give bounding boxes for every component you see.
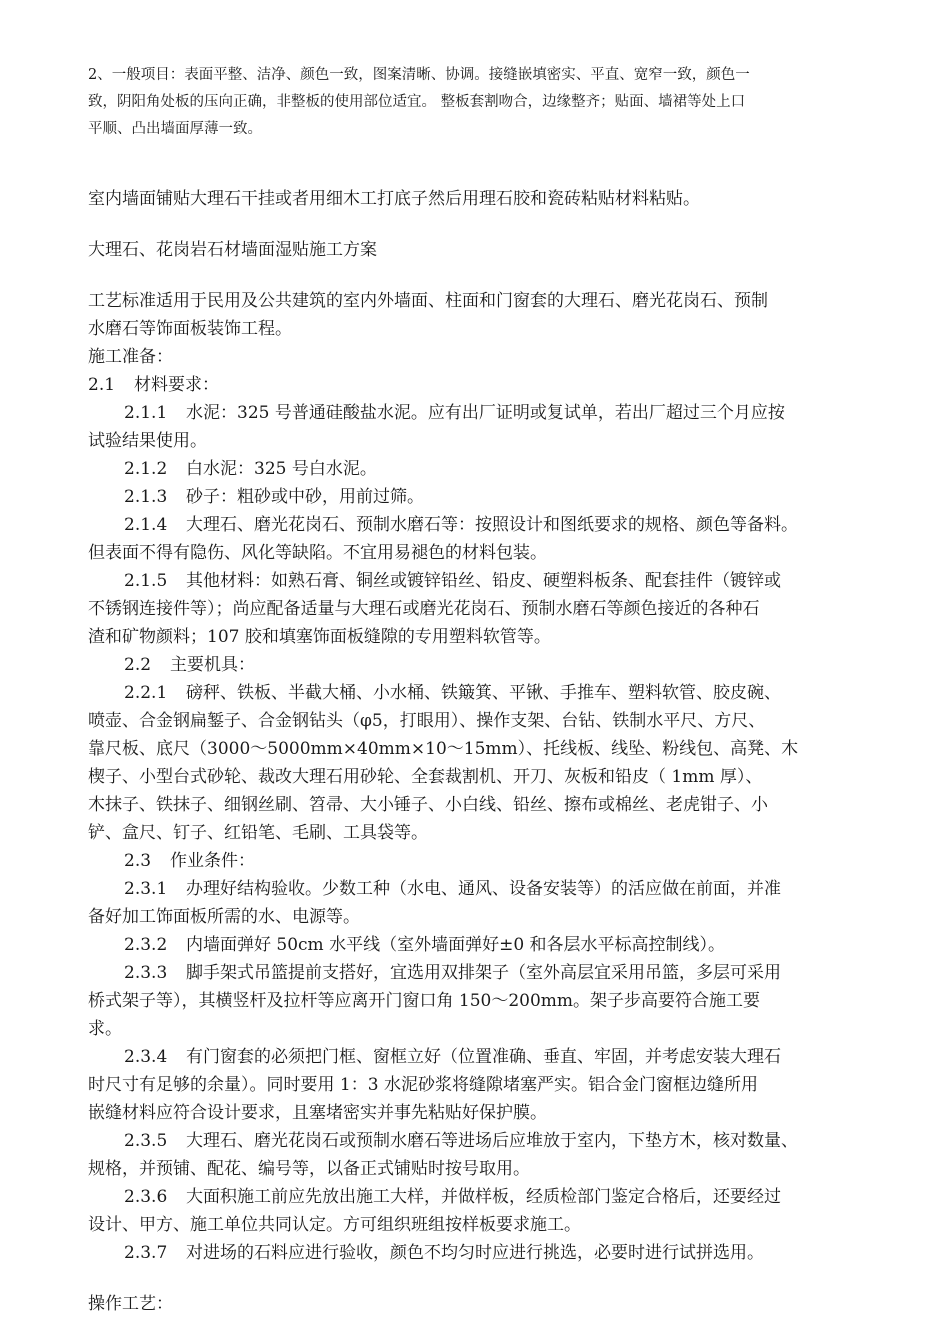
section-label: 主要机具： bbox=[170, 655, 255, 675]
item-number: 2.3.1 bbox=[124, 879, 168, 899]
section-2-3 bbox=[124, 847, 255, 875]
section-label: 材料要求： bbox=[134, 375, 219, 395]
text-line: 有门窗套的必须把门框、窗框立好（位置准确、垂直、牢固，并考虑安装大理石 bbox=[186, 1047, 781, 1067]
text-line: 试验结果使用。 bbox=[88, 431, 207, 451]
item-number: 2.3.7 bbox=[124, 1243, 168, 1263]
prep-heading: 施工准备： bbox=[88, 347, 173, 367]
item-number: 2.1.1 bbox=[124, 403, 168, 423]
item-number: 2.1.5 bbox=[124, 571, 168, 591]
text-line: 喷壶、合金钢扁錾子、合金钢钻头（φ5，打眼用）、操作支架、台钻、铁制水平尺、方尺、 bbox=[88, 711, 766, 731]
item-number: 2.3.4 bbox=[124, 1047, 168, 1067]
text-line: 大面积施工前应先放出施工大样，并做样板，经质检部门鉴定合格后，还要经过 bbox=[186, 1187, 781, 1207]
item-2-1-5 bbox=[88, 567, 858, 651]
item-2-3-1 bbox=[88, 875, 858, 931]
text-line: 嵌缝材料应符合设计要求，且塞堵密实并事先粘贴好保护膜。 bbox=[88, 1103, 547, 1123]
text-line: 工艺标准适用于民用及公共建筑的室内外墙面、柱面和门窗套的大理石、磨光花岗石、预制 bbox=[88, 291, 768, 311]
scope-paragraph bbox=[88, 287, 858, 343]
item-2-1-1 bbox=[88, 399, 858, 455]
text-line: 木抹子、铁抹子、细钢丝刷、笤帚、大小锤子、小白线、铅丝、擦布或棉丝、老虎钳子、小 bbox=[88, 795, 768, 815]
intro-paragraph: 室内墙面铺贴大理石干挂或者用细木工打底子然后用理石胶和瓷砖粘贴材料粘贴。 bbox=[88, 189, 700, 209]
item-2-3-5 bbox=[88, 1127, 858, 1183]
text-line: 对进场的石料应进行验收，颜色不均匀时应进行挑选，必要时进行试拼选用。 bbox=[186, 1243, 764, 1263]
text-line: 磅秤、铁板、半截大桶、小水桶、铁簸箕、平锹、手推车、塑料软管、胶皮碗、 bbox=[186, 683, 781, 703]
section-number: 2.2 bbox=[124, 655, 152, 675]
section-2-2 bbox=[124, 651, 255, 679]
section-number: 2.1 bbox=[88, 375, 116, 395]
text-line: 备好加工饰面板所需的水、电源等。 bbox=[88, 907, 360, 927]
document-title: 大理石、花岗岩石材墙面湿贴施工方案 bbox=[88, 240, 377, 260]
section-label: 作业条件： bbox=[170, 851, 255, 871]
text-line: 大理石、磨光花岗石、预制水磨石等：按照设计和图纸要求的规格、颜色等备料。 bbox=[186, 515, 798, 535]
item-2-3-3 bbox=[88, 959, 858, 1043]
item-2-1-4 bbox=[88, 511, 858, 567]
text-line: 楔子、小型台式砂轮、裁改大理石用砂轮、全套裁割机、开刀、灰板和铅皮（ 1mm 厚）、 bbox=[88, 767, 763, 787]
text-line: 设计、甲方、施工单位共同认定。方可组织班组按样板要求施工。 bbox=[88, 1215, 581, 1235]
text-line: 水泥：325 号普通硅酸盐水泥。应有出厂证明或复试单，若出厂超过三个月应按 bbox=[186, 403, 785, 423]
text-line: 规格，并预铺、配花、编号等，以备正式铺贴时按号取用。 bbox=[88, 1159, 530, 1179]
item-number: 2.3.3 bbox=[124, 963, 168, 983]
text-line: 致，阴阳角处板的压向正确，非整板的使用部位适宜。 整板套割吻合，边缘整齐；贴面、墙裙等处上口 bbox=[88, 94, 746, 110]
item-2-3-4 bbox=[88, 1043, 858, 1127]
text-line: 靠尺板、底尺（3000～5000mm×40mm×10～15mm）、托线板、线坠、粉线包、高凳、木 bbox=[88, 739, 799, 759]
text-line: 但表面不得有隐伤、风化等缺陷。不宜用易褪色的材料包装。 bbox=[88, 543, 547, 563]
text-line: 大理石、磨光花岗石或预制水磨石等进场后应堆放于室内，下垫方木，核对数量、 bbox=[186, 1131, 798, 1151]
text-line: 2、一般项目：表面平整、洁净、颜色一致，图案清晰、协调。接缝嵌填密实、平直、宽窄一致，颜色一 bbox=[88, 67, 750, 83]
text-line: 内墙面弹好 50cm 水平线（室外墙面弹好±0 和各层水平标高控制线）。 bbox=[186, 935, 726, 955]
text-line: 时尺寸有足够的余量）。同时要用 1：3 水泥砂浆将缝隙堵塞严实。铝合金门窗框边缝所用 bbox=[88, 1075, 758, 1095]
item-number: 2.1.2 bbox=[124, 459, 168, 479]
section-2-1 bbox=[88, 371, 219, 399]
text-line: 平顺、凸出墙面厚薄一致。 bbox=[88, 121, 262, 137]
text-line: 铲、盒尺、钉子、红铅笔、毛刷、工具袋等。 bbox=[88, 823, 428, 843]
text-line: 砂子：粗砂或中砂，用前过筛。 bbox=[186, 487, 424, 507]
text-line: 不锈钢连接件等）；尚应配备适量与大理石或磨光花岗石、预制水磨石等颜色接近的各种石 bbox=[88, 599, 760, 619]
item-number: 2.2.1 bbox=[124, 683, 168, 703]
text-line: 其他材料：如熟石膏、铜丝或镀锌铅丝、铅皮、硬塑料板条、配套挂件（镀锌或 bbox=[186, 571, 781, 591]
section-number: 2.3 bbox=[124, 851, 152, 871]
text-line: 求。 bbox=[88, 1019, 122, 1039]
general-items-paragraph bbox=[88, 62, 863, 143]
text-line: 桥式架子等），其横竖杆及拉杆等应离开门窗口角 150～200mm。架子步高要符合施工要 bbox=[88, 991, 761, 1011]
item-number: 2.3.6 bbox=[124, 1187, 168, 1207]
item-number: 2.1.4 bbox=[124, 515, 168, 535]
text-line: 渣和矿物颜料；107 胶和填塞饰面板缝隙的专用塑料软管等。 bbox=[88, 627, 551, 647]
text-line: 白水泥：325 号白水泥。 bbox=[186, 459, 377, 479]
text-line: 脚手架式吊篮提前支搭好，宜选用双排架子（室外高层宜采用吊篮，多层可采用 bbox=[186, 963, 781, 983]
item-2-1-2 bbox=[124, 455, 377, 483]
text-line: 办理好结构验收。少数工种（水电、通风、设备安装等）的活应做在前面，并准 bbox=[186, 879, 781, 899]
item-2-3-6 bbox=[88, 1183, 858, 1239]
item-number: 2.1.3 bbox=[124, 487, 168, 507]
text-line: 水磨石等饰面板装饰工程。 bbox=[88, 319, 292, 339]
item-2-3-7 bbox=[124, 1239, 764, 1267]
item-2-1-3 bbox=[124, 483, 424, 511]
item-number: 2.3.2 bbox=[124, 935, 168, 955]
item-2-3-2 bbox=[124, 931, 725, 959]
item-number: 2.3.5 bbox=[124, 1131, 168, 1151]
operation-heading: 操作工艺： bbox=[88, 1294, 173, 1314]
item-2-2-1 bbox=[88, 679, 858, 847]
